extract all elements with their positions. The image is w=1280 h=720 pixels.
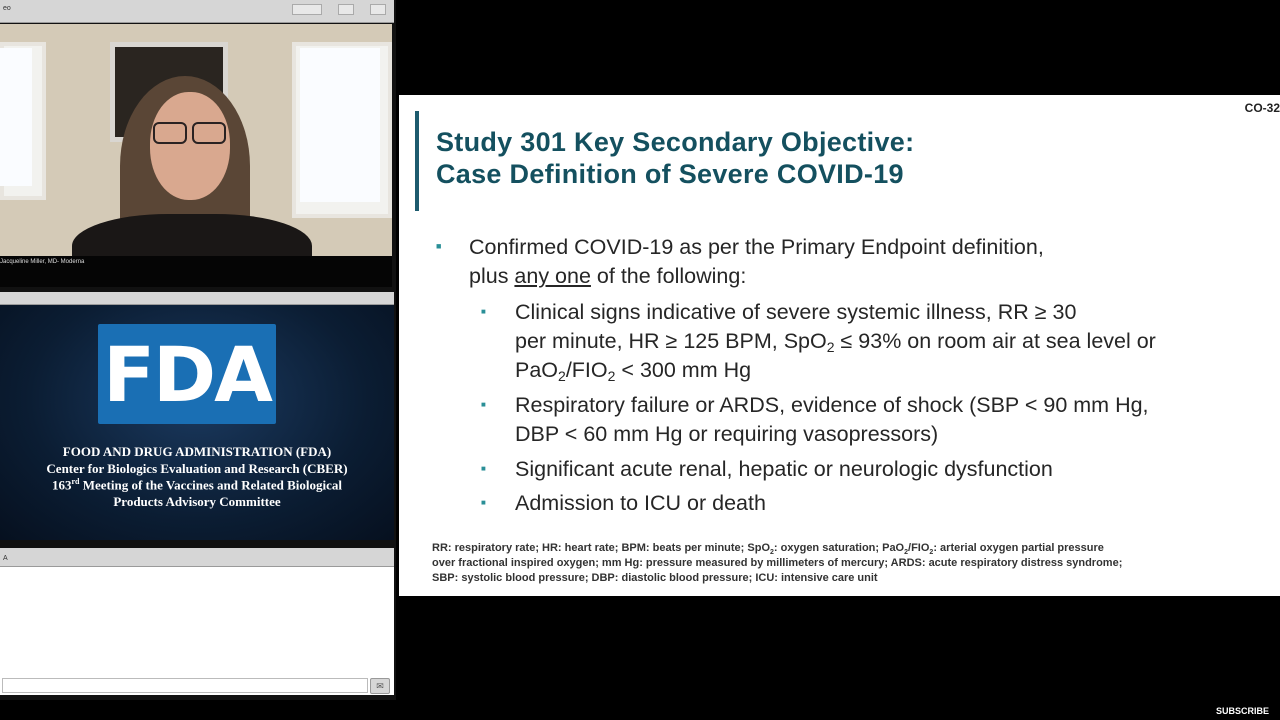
glasses-right-lens xyxy=(192,122,226,144)
glasses-left-lens xyxy=(153,122,187,144)
sub-bullet-3: Significant acute renal, hepatic or neurologic dysfunction xyxy=(515,457,1053,481)
subscribe-watermark: SUBSCRIBE xyxy=(1216,706,1270,716)
footnote-line-2: over fractional inspired oxygen; mm Hg: pressure measured by millimeters of mercury; ARDS: acute respiratory distress syndrome; xyxy=(432,557,1123,569)
slide-title-line-1: Study 301 Key Secondary Objective: xyxy=(436,127,915,157)
bullet-main-line-1: Confirmed COVID-19 as per the Primary Endpoint definition, xyxy=(469,235,1044,259)
presentation-slide xyxy=(399,95,1280,596)
sub-bullet-square-icon: ■ xyxy=(481,464,486,473)
sub-bullet-square-icon: ■ xyxy=(481,498,486,507)
options-icon[interactable] xyxy=(292,4,322,15)
sub-bullet-square-icon: ■ xyxy=(481,400,486,409)
fda-line-3: 163rd Meeting of the Vaccines and Related Biological xyxy=(51,477,342,493)
title-accent-bar xyxy=(415,111,419,211)
bullet-square-icon: ■ xyxy=(436,241,442,251)
sub-bullet-2-line-2: DBP < 60 mm Hg or requiring vasopressors) xyxy=(515,422,939,446)
chat-panel-title: A xyxy=(3,555,8,562)
fda-logo-text: FDA xyxy=(103,329,271,419)
fda-line-4: Products Advisory Committee xyxy=(113,494,281,509)
sub-bullet-square-icon: ■ xyxy=(481,307,486,316)
fullscreen-icon[interactable] xyxy=(338,4,354,15)
sub-bullet-1-line-2: per minute, HR ≥ 125 BPM, SpO$_2$ ≤ 93% on room air at sea level or xyxy=(515,329,1156,355)
fda-logo xyxy=(98,324,276,424)
close-icon[interactable] xyxy=(370,4,386,15)
footnote-line-3: SBP: systolic blood pressure; DBP: diastolic blood pressure; ICU: intensive care unit xyxy=(432,572,878,584)
video-panel-titlebar[interactable] xyxy=(0,0,394,23)
person-face xyxy=(150,92,230,200)
video-panel-title: eo xyxy=(3,5,11,12)
slide-title-line-2: Case Definition of Severe COVID-19 xyxy=(436,159,904,189)
bullet-main-line-2: plus any one of the following: xyxy=(469,264,747,288)
sub-bullet-1-line-3: $PaO_2/FIO_2 < 300$ mm Hg xyxy=(515,358,752,384)
chat-panel-titlebar[interactable] xyxy=(0,548,394,567)
slide-number: CO-32 xyxy=(1244,101,1280,115)
chat-input[interactable] xyxy=(2,678,368,693)
chat-messages-area[interactable] xyxy=(0,567,394,695)
footnote-line-1: RR: respiratory rate; HR: heart rate; BPM: beats per minute; SpO$_2$: oxygen saturation; $PaO_2/FIO_2$: arterial oxygen partial pressure xyxy=(432,542,1104,557)
sub-bullet-1-line-1: Clinical signs indicative of severe systemic illness, RR ≥ 30 xyxy=(515,300,1077,324)
fda-line-1: FOOD AND DRUG ADMINISTRATION (FDA) xyxy=(62,444,332,459)
presenter-name-tag: Jacqueline Miller, MD- Moderna xyxy=(0,259,85,265)
sub-bullet-2-line-1: Respiratory failure or ARDS, evidence of shock (SBP < 90 mm Hg, xyxy=(515,393,1149,417)
fda-panel-titlebar[interactable] xyxy=(0,292,394,305)
chat-bubble-icon[interactable]: ✉ xyxy=(370,678,390,694)
sub-bullet-4: Admission to ICU or death xyxy=(515,491,766,515)
fda-line-2: Center for Biologics Evaluation and Research (CBER) xyxy=(46,461,348,476)
webcam-video xyxy=(0,24,392,287)
